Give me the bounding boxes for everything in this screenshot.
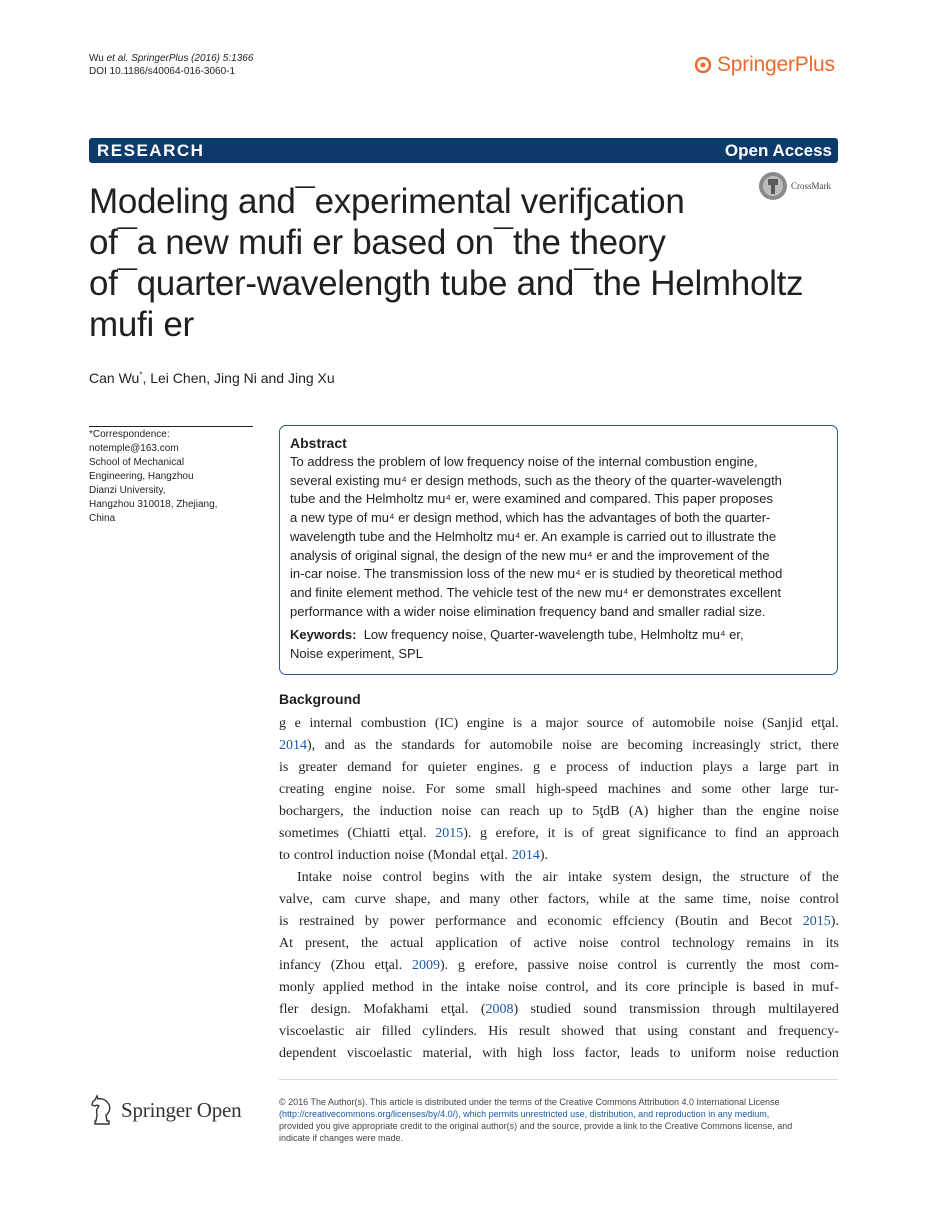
body-word: noise (809, 804, 839, 819)
body-word: noise (723, 716, 754, 731)
body-word: combustion (360, 716, 427, 731)
body-word: is (512, 716, 523, 731)
body-word: small (495, 782, 526, 797)
body-word: and (671, 782, 692, 797)
affiliation-line: Engineering, Hangzhou (89, 471, 194, 482)
body-word: engine (334, 782, 372, 797)
body-word: by (364, 914, 379, 929)
body-word: many (469, 892, 501, 907)
body-word: to (279, 848, 290, 863)
body-word: process (566, 760, 609, 775)
crossmark-label: CrossMark (791, 181, 831, 191)
body-word: noise (562, 738, 592, 753)
body-word: engines. (476, 760, 523, 775)
body-word: the (352, 804, 371, 819)
crossmark-icon (758, 171, 788, 201)
body-line (279, 999, 839, 1021)
body-word: noise. (382, 782, 416, 797)
body-word: bochargers, (279, 804, 344, 819)
body-word: filled (381, 1024, 412, 1039)
body-word: approach (787, 826, 839, 841)
body-word: effciency (612, 914, 665, 929)
body-word: passive (527, 958, 569, 973)
body-word: becoming (627, 738, 683, 753)
body-word: higher (657, 804, 694, 819)
body-word: high (517, 1046, 543, 1061)
body-word: other (741, 782, 771, 797)
body-word: technology (672, 936, 735, 951)
body-word: air (542, 870, 558, 885)
body-word: infancy (279, 958, 321, 973)
body-word: significance (638, 826, 707, 841)
body-word: method (371, 980, 414, 995)
body-word: sound (583, 1002, 617, 1017)
body-word: com- (810, 958, 839, 973)
body-word: through (712, 1002, 756, 1017)
body-word: air (355, 1024, 371, 1039)
body-line (279, 867, 839, 889)
body-word: for (464, 738, 481, 753)
citation-link[interactable]: 2015). (435, 826, 472, 841)
body-word: fler (279, 1002, 299, 1017)
body-word: g (279, 716, 286, 731)
body-word: strict, (769, 738, 802, 753)
article-type-label: RESEARCH (97, 140, 205, 160)
body-word: etţal. (374, 958, 403, 973)
body-word: for (401, 760, 418, 775)
affiliation-line: School of Mechanical (89, 457, 185, 468)
body-word: large (780, 782, 809, 797)
footer-divider (279, 1079, 838, 1080)
body-word: can (480, 804, 500, 819)
citation-authors: Wu (89, 53, 107, 64)
body-word: control (799, 892, 839, 907)
body-word: currently (686, 958, 737, 973)
open-access-label: Open Access (724, 140, 832, 160)
abstract-heading: Abstract (290, 435, 347, 451)
body-word: economic (547, 914, 602, 929)
body-word: e (550, 760, 557, 775)
crossmark-badge[interactable] (758, 171, 831, 201)
body-word: muf- (811, 980, 839, 995)
body-word: active (533, 936, 567, 951)
affiliation-line: Hangzhou 310018, Zhejiang, (89, 499, 218, 510)
abstract-line: performance with a wider noise elimination frequency band and smaller radial size. (290, 603, 766, 619)
body-word: is (735, 980, 746, 995)
body-word: in (828, 760, 839, 775)
body-word: in (802, 936, 814, 951)
body-word: control (620, 936, 661, 951)
body-word: studied (530, 1002, 571, 1017)
springer-swirl-icon (695, 57, 711, 73)
body-word: it (547, 826, 556, 841)
body-word: increasingly (692, 738, 761, 753)
citation-link[interactable]: 2014), (279, 738, 316, 753)
body-word: find (734, 826, 758, 841)
body-word: Mofakhami (363, 1002, 429, 1017)
body-word: up (548, 804, 563, 819)
body-word: some (455, 782, 485, 797)
body-word: uniform (690, 1046, 736, 1061)
citation-line (89, 52, 253, 65)
body-word: (Sanjid (762, 716, 803, 731)
body-word: some (701, 782, 732, 797)
body-word: begins (432, 870, 470, 885)
body-word: noise (441, 804, 472, 819)
springeropen-logo-text: Springer Open (121, 1097, 242, 1122)
body-word: etţal. (440, 1002, 469, 1017)
keywords (290, 626, 827, 663)
body-word: result (518, 1024, 551, 1039)
affiliation-line: Dianzi University, (89, 485, 166, 496)
body-word: viscoelastic (346, 1046, 413, 1061)
body-word: using (647, 1024, 678, 1039)
body-word: (IC) (434, 716, 459, 731)
body-word: of (581, 826, 594, 841)
body-word: (A) (628, 804, 649, 819)
body-word: and (728, 914, 749, 929)
body-word: valve, (279, 892, 313, 907)
license-line: © 2016 The Author(s). This article is distributed under the terms of the Creative Commons Attribution 4.0 International License (279, 1097, 780, 1107)
body-word: the (440, 980, 458, 995)
body-word: noise (746, 1046, 776, 1061)
correspondence-email[interactable]: notemple@163.com (89, 443, 179, 454)
body-word: performance (435, 914, 506, 929)
body-word: of (632, 716, 644, 731)
license-line: indicate if changes were made. (279, 1133, 404, 1143)
body-word: structure (740, 870, 790, 885)
body-word: showed (561, 1024, 605, 1039)
abstract-line: and finite element method. The vehicle test of the new mu⁴ er demonstrates excellent (290, 584, 781, 600)
affiliation-line: China (89, 513, 116, 524)
body-word: a (530, 716, 537, 731)
body-word: Intake (297, 870, 332, 885)
body-word: high-speed (536, 782, 598, 797)
body-word: other (509, 892, 539, 907)
body-word: (Boutin (675, 914, 718, 929)
body-word: large (758, 760, 787, 775)
body-word: an (765, 826, 780, 841)
body-line (279, 779, 839, 801)
journal-reference (89, 52, 253, 78)
correspondence-divider (89, 426, 253, 427)
body-word: intake (567, 870, 603, 885)
body-word: most (773, 958, 801, 973)
body-line (279, 1021, 839, 1043)
body-word: the (736, 804, 754, 819)
body-word: material, (422, 1046, 472, 1061)
corresponding-author[interactable]: Can Wu (89, 370, 140, 386)
body-word: plays (702, 760, 733, 775)
body-word: e (294, 716, 301, 731)
body-word: while (598, 892, 630, 907)
correspondence-block (89, 428, 259, 526)
chess-knight-icon (89, 1094, 115, 1126)
body-word: etţal. (480, 848, 508, 863)
body-word: design, (662, 870, 703, 885)
body-line (279, 713, 839, 735)
body-word: than (702, 804, 727, 819)
body-line (279, 911, 839, 933)
body-word: control, (545, 980, 589, 995)
body-word: reach (509, 804, 540, 819)
body-word: principle (677, 980, 728, 995)
citation-link[interactable]: 2015). (802, 914, 839, 929)
title-line: Modeling and¯experimental verifjcation (89, 182, 685, 221)
body-word: shape, (395, 892, 431, 907)
body-word: source (586, 716, 624, 731)
body-word: the (375, 738, 393, 753)
body-word: a (742, 760, 749, 775)
body-word: frequency- (778, 1024, 839, 1039)
body-word: engine (762, 804, 800, 819)
body-line (279, 823, 839, 845)
body-line (279, 801, 839, 823)
body-word: noise (507, 980, 538, 995)
body-word: there (810, 738, 839, 753)
body-word: are (601, 738, 619, 753)
abstract-line: in-car noise. The transmission loss of the new mu⁴ er is studied by theoretical method (290, 566, 783, 582)
body-line (279, 845, 839, 867)
body-word: greater (298, 760, 338, 775)
abstract-line: several existing mu⁴ er design methods, such as the theory of the quarter-wavelength (290, 472, 782, 488)
body-line (279, 889, 839, 911)
keywords-line: Noise experiment, SPL (290, 646, 423, 662)
body-word: that (615, 1024, 637, 1039)
author-list (89, 370, 335, 386)
abstract-text (290, 453, 827, 621)
body-word: with (482, 1046, 507, 1061)
license-statement (279, 1096, 839, 1144)
body-word: erefore, (474, 958, 518, 973)
body-word: major (545, 716, 579, 731)
body-word: induction (337, 848, 391, 863)
body-word: applied (322, 980, 364, 995)
body-word: application (435, 936, 498, 951)
body-word: based (752, 980, 785, 995)
body-line (279, 955, 839, 977)
keywords-label: Keywords: (290, 627, 357, 643)
body-word: engine (466, 716, 505, 731)
body-line (279, 757, 839, 779)
title-line: mufi er (89, 305, 194, 344)
body-word: sometimes (279, 826, 339, 841)
body-word: machines (607, 782, 661, 797)
body-word: same (684, 892, 714, 907)
body-word: control (382, 870, 423, 885)
body-word: in (792, 980, 804, 995)
article-type-bar (89, 138, 838, 163)
body-word: monly (279, 980, 315, 995)
body-word: restrained (299, 914, 355, 929)
body-word: noise (578, 958, 608, 973)
body-word: His (488, 1024, 508, 1039)
body-word: g (457, 958, 465, 973)
body-word: erefore, (495, 826, 539, 841)
body-word: is (563, 826, 574, 841)
body-word: demand (347, 760, 392, 775)
body-word: and (596, 980, 617, 995)
body-word: the (746, 958, 764, 973)
body-word: in (421, 980, 433, 995)
body-word: induction (379, 804, 433, 819)
keywords-text: Low frequency noise, Quarter-wavelength tube, Helmholtz mu⁴ er, (363, 627, 744, 643)
body-word: to (572, 804, 584, 819)
body-word: (Chiatti (347, 826, 391, 841)
body-word: g (480, 826, 488, 841)
body-word: cam (322, 892, 346, 907)
body-word: and (439, 892, 460, 907)
body-word: quieter (427, 760, 467, 775)
citation-link[interactable]: 2014). (511, 848, 548, 863)
doi[interactable]: DOI 10.1186/s40064-016-3060-1 (89, 66, 236, 77)
body-word: system (612, 870, 652, 885)
abstract-line: a new type of mu⁴ er design method, which has the advantages of both the quarter- (290, 510, 771, 526)
body-word: to (669, 1046, 681, 1061)
body-word: is (279, 760, 289, 775)
body-word: (Mondal (428, 848, 477, 863)
body-word: factor, (584, 1046, 621, 1061)
body-word: dependent (279, 1046, 337, 1061)
section-heading-background: Background (279, 691, 361, 707)
title-line: of¯a new mufi er based on¯the theory (89, 223, 666, 262)
springerplus-logo[interactable] (695, 53, 835, 77)
body-word: great (602, 826, 631, 841)
body-word: of (509, 936, 522, 951)
coauthors: , Lei Chen, Jing Ni and Jing Xu (142, 370, 335, 386)
citation-link[interactable]: (2008) (480, 1002, 519, 1017)
body-word: its (825, 936, 839, 951)
body-word: the (821, 870, 839, 885)
body-word: present, (305, 936, 349, 951)
body-word: induction (639, 760, 693, 775)
body-word: viscoelastic (279, 1024, 345, 1039)
correspondence-label: *Correspondence: (89, 429, 170, 440)
body-word: tur- (818, 782, 839, 797)
title-line: of¯quarter-wavelength tube and¯the Helmholtz (89, 264, 804, 303)
body-word: etţal. (811, 716, 839, 731)
citation-link[interactable]: 2009). (411, 958, 449, 973)
body-line (279, 977, 839, 999)
body-word: 5ţdB (592, 804, 620, 819)
body-word: core (645, 980, 671, 995)
citation-journal: et al. SpringerPlus (106, 53, 189, 64)
body-word: g (533, 760, 540, 775)
body-word: noise (760, 892, 791, 907)
body-word: loss (552, 1046, 575, 1061)
body-word: and (746, 1024, 768, 1039)
body-word: control (293, 848, 334, 863)
citation-volume: (2016) 5:1366 (188, 53, 254, 64)
body-word: noise (578, 936, 609, 951)
body-word: internal (309, 716, 353, 731)
body-word: creating (279, 782, 325, 797)
body-word: noise (394, 848, 424, 863)
abstract-line: wavelength tube and the Helmholtz mu⁴ er. An example is carried out to illustrate the (290, 528, 777, 544)
body-word: remains (746, 936, 791, 951)
body-word: reduction (785, 1046, 839, 1061)
body-word: (Zhou (330, 958, 365, 973)
body-word: leads (630, 1046, 660, 1061)
body-word: with (479, 870, 505, 885)
body-word: to (715, 826, 726, 841)
body-word: automobile (652, 716, 716, 731)
body-word: the (515, 870, 533, 885)
abstract-line: analysis of original signal, the design of the new mu⁴ er and the improvement of the (290, 547, 770, 563)
body-word: standards (401, 738, 455, 753)
body-word: as (354, 738, 366, 753)
body-word: is (279, 914, 289, 929)
body-word: cylinders. (422, 1024, 478, 1039)
body-word: design. (310, 1002, 351, 1017)
license-line: provided you give appropriate credit to the original author(s) and the source, provide a link to the Creative Commons license, and (279, 1121, 793, 1131)
body-word: and (516, 914, 537, 929)
body-word: and (324, 738, 345, 753)
body-word: At (279, 936, 293, 951)
body-word: actual (390, 936, 424, 951)
keywords-line (290, 626, 827, 645)
body-word: Becot (759, 914, 793, 929)
body-word: multilayered (768, 1002, 839, 1017)
body-word: transmission (629, 1002, 700, 1017)
body-word: power (389, 914, 425, 929)
license-line[interactable]: (http://creativecommons.org/licenses/by/4.0/), which permits unrestricted use, distribution, and reproduction in any medium, (279, 1109, 770, 1119)
corresponding-marker: * (139, 370, 143, 380)
body-word: control (617, 958, 658, 973)
body-word: is (667, 958, 677, 973)
article-title (89, 181, 824, 345)
body-word: of (618, 760, 630, 775)
springerplus-logo-text: SpringerPlus (717, 53, 835, 76)
abstract-line: To address the problem of low frequency noise of the internal combustion engine, (290, 454, 758, 469)
body-word: time, (722, 892, 752, 907)
body-line (279, 735, 839, 757)
body-word: part (796, 760, 819, 775)
abstract-line: tube and the Helmholtz mu⁴ er, were examined and compared. This paper proposes (290, 491, 774, 507)
body-word: at (638, 892, 650, 907)
body-word: For (425, 782, 446, 797)
body-word: noise (342, 870, 373, 885)
body-word: automobile (489, 738, 553, 753)
body-word: its (624, 980, 638, 995)
body-word: curve (354, 892, 386, 907)
body-word: of (799, 870, 812, 885)
background-body (279, 713, 839, 1065)
body-line (279, 933, 839, 955)
body-word: the (360, 936, 379, 951)
body-line (279, 1043, 839, 1065)
body-word: the (712, 870, 730, 885)
body-word: etţal. (398, 826, 427, 841)
body-word: intake (465, 980, 500, 995)
body-word: constant (688, 1024, 736, 1039)
abstract-box (279, 425, 838, 675)
springeropen-logo[interactable] (89, 1094, 241, 1126)
body-word: factors, (547, 892, 590, 907)
body-word: the (658, 892, 676, 907)
